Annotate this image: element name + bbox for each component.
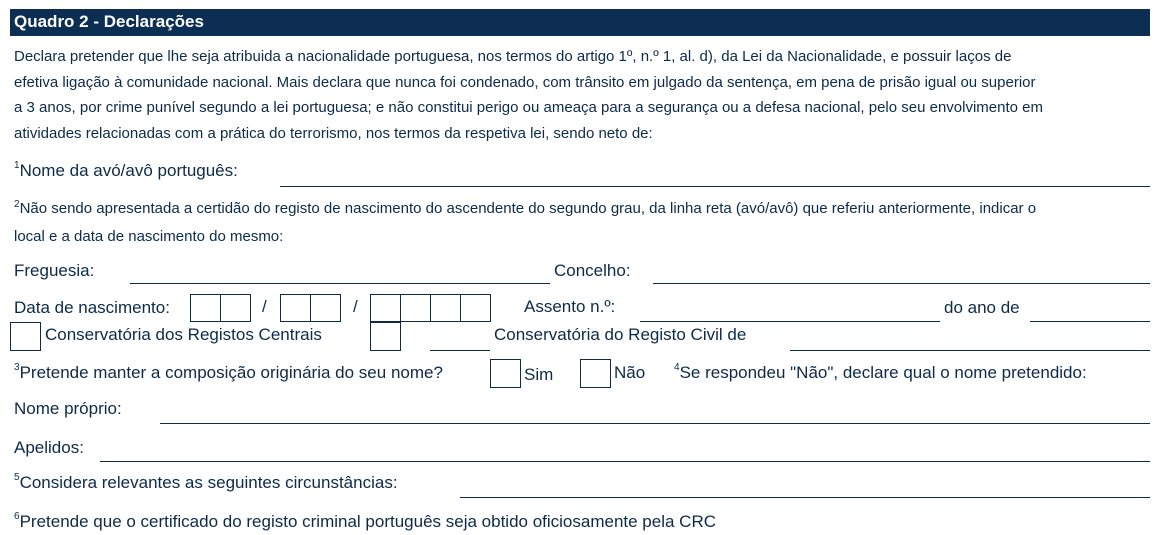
declaration-line: a 3 anos, por crime punível segundo a lei portuguesa; e não constitui perigo ou ameaça para a segurança ou a defesa nacional, pelo seu envolvimento em (14, 99, 1044, 116)
apelidos-label: Apelidos: (14, 438, 84, 457)
birth-date-label: Data de nascimento: (14, 298, 170, 317)
birth-year-digit-1[interactable] (370, 294, 401, 322)
conservatoria-centrais-label: Conservatória dos Registos Centrais (45, 325, 322, 344)
conservatoria-civil-label: Conservatória do Registo Civil de (494, 325, 747, 344)
conservatoria-centrais-checkbox[interactable] (10, 322, 41, 351)
circumstances-field[interactable] (460, 497, 1150, 498)
keep-name-yes-checkbox[interactable] (490, 359, 521, 388)
conservatoria-civil-underline (430, 350, 490, 351)
conservatoria-civil-checkbox[interactable] (370, 322, 401, 351)
ano-label: do ano de (944, 298, 1020, 317)
concelho-field[interactable] (653, 283, 1150, 284)
name-question-label: $^4$Se respondeu "Não", declare qual o nome pretendido: (674, 362, 1087, 382)
birth-year-digit-2[interactable] (400, 294, 431, 322)
note2-line1: $^2$Não sendo apresentada a certidão do registo de nascimento do ascendente do segundo grau, da linha reta (avó/avô) que referiu anteriormente, indicar o (14, 199, 1037, 217)
birth-month-digit-2[interactable] (310, 294, 341, 322)
birth-year-digit-3[interactable] (430, 294, 461, 322)
declaration-text (14, 44, 1154, 146)
nome-proprio-label: Nome próprio: (14, 399, 122, 418)
criminal-record-label: $^6$Pretende que o certificado do registo criminal português seja obtido oficiosamente pela CRC (14, 511, 717, 531)
birth-day-digit-1[interactable] (190, 294, 221, 322)
date-separator: / (262, 297, 267, 316)
ano-field[interactable] (1030, 321, 1150, 322)
birth-month-digit-1[interactable] (280, 294, 311, 322)
note2-line2: local e a data de nascimento do mesmo: (14, 228, 284, 245)
keep-name-yes-label: Sim (524, 365, 554, 384)
date-separator: / (353, 297, 358, 316)
grandparent-name-label: $^1$Nome da avó/avô português: (14, 160, 238, 180)
conservatoria-civil-field[interactable] (790, 350, 1150, 351)
birth-year-digit-4[interactable] (460, 294, 491, 322)
declaration-line: atividades relacionadas com a prática do terrorismo, nos termos da respetiva lei, sendo neto de: (14, 124, 653, 142)
circumstances-label: $^5$Considera relevantes as seguintes circunstâncias: (14, 472, 398, 492)
assento-label: Assento n.º: (524, 297, 616, 316)
grandparent-name-field[interactable] (280, 186, 1150, 187)
concelho-label: Concelho: (554, 261, 631, 280)
freguesia-field[interactable] (130, 283, 550, 284)
freguesia-label: Freguesia: (14, 261, 95, 280)
declaration-line: Declara pretender que lhe seja atribuida a nacionalidade portuguesa, nos termos do artigo 1º, n.º 1, al. d), da Lei da Nacionalidade, e possuir laços de (14, 48, 1012, 65)
birth-day-digit-2[interactable] (220, 294, 251, 322)
apelidos-field[interactable] (100, 461, 1150, 462)
section-header (10, 9, 1150, 36)
assento-field[interactable] (640, 321, 940, 322)
keep-name-no-checkbox[interactable] (580, 359, 611, 388)
keep-name-label: $^3$Pretende manter a composição originária do seu nome? (14, 362, 443, 382)
nome-proprio-field[interactable] (160, 423, 1150, 424)
declaration-line: efetiva ligação à comunidade nacional. Mais declara que nunca foi condenado, com trânsito em julgado da sentença, em pena de prisão igual ou superior (14, 73, 1036, 91)
keep-name-no-label: Não (614, 363, 646, 382)
section-title: Quadro 2 - Declarações (14, 12, 204, 31)
